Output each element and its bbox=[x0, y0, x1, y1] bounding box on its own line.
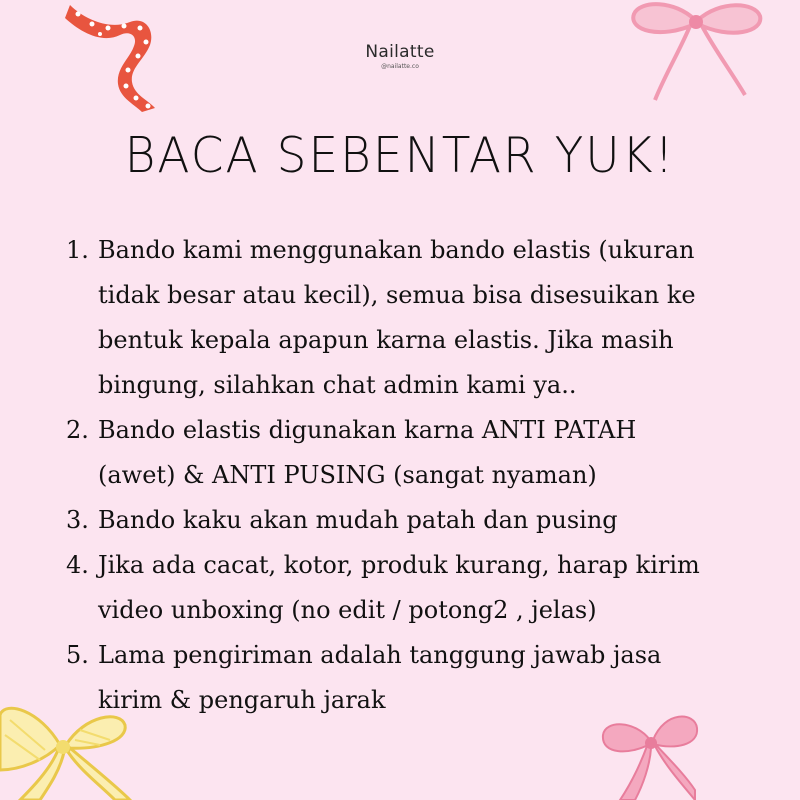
list-item-text: Bando elastis digunakan karna ANTI PATAH (awet) & ANTI PUSING (sangat nyaman) bbox=[98, 416, 637, 489]
list-item-number: 4. bbox=[66, 551, 89, 579]
list-item-text: Lama pengiriman adalah tanggung jawab jasa kirim & pengaruh jarak bbox=[98, 641, 662, 714]
list-item bbox=[66, 228, 756, 408]
list-item-number: 3. bbox=[66, 506, 89, 534]
list-item bbox=[66, 543, 756, 633]
list-item-number: 2. bbox=[66, 416, 89, 444]
list-item bbox=[66, 498, 756, 543]
brand-logo bbox=[0, 42, 800, 70]
page-title: BACA SEBENTAR YUK! bbox=[124, 126, 676, 185]
list-item-text: Bando kami menggunakan bando elastis (ukuran tidak besar atau kecil), semua bisa disesuikan ke bentuk kepala apapun karna elastis. Jika masih bingung, silahkan chat admin kami ya.. bbox=[98, 236, 696, 399]
list-item-text: Bando kaku akan mudah patah dan pusing bbox=[98, 506, 618, 534]
list-item-number: 5. bbox=[66, 641, 89, 669]
list-item bbox=[66, 408, 756, 498]
rules-list bbox=[66, 228, 756, 723]
brand-name: Nailatte bbox=[365, 42, 435, 62]
list-item-text: Jika ada cacat, kotor, produk kurang, harap kirim video unboxing (no edit / potong2 , jelas) bbox=[98, 551, 700, 624]
brand-handle: @nailatte.co bbox=[381, 63, 419, 70]
list-item bbox=[66, 633, 756, 723]
list-item-number: 1. bbox=[66, 236, 89, 264]
